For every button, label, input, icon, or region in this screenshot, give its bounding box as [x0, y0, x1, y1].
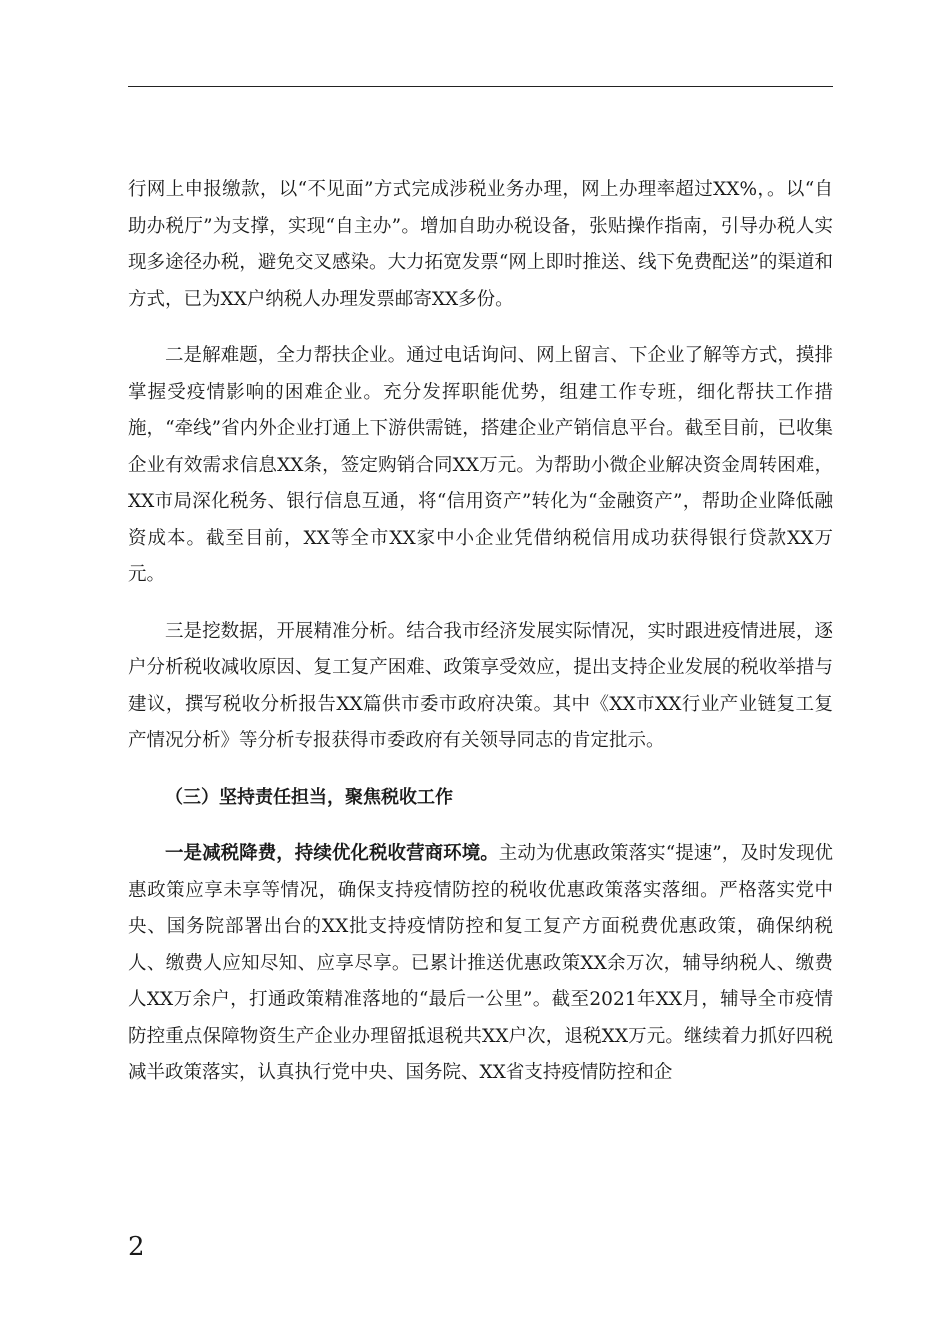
- paragraph-online-filing: 行网上申报缴款，以“不见面”方式完成涉税业务办理，网上办理率超过XX%，。以“自助办税厅”为支撑，实现“自主办”。增加自助办税设备，张贴操作指南，引导办税人实现多途径办税，避免交叉感染。大力拓宽发票“网上即时推送、线下免费配送”的渠道和方式，已为XX户纳税人办理发票邮寄XX多份。: [128, 179, 833, 310]
- paragraph-tax-cuts-text: 主动为优惠政策落实“提速”，及时发现优惠政策应享未享等情况，确保支持疫情防控的税收优惠政策落实落细。严格落实党中央、国务院部署出台的XX批支持疫情防控和复工复产方面税费优惠政策，确保纳税人、缴费人应知尽知、应享尽享。已累计推送优惠政策XX余万次，辅导纳税人、缴费人XX万余户，打通政策精准落地的“最后一公里”。截至2021年XX月，辅导全市疫情防控重点保障物资生产企业办理留抵退税共XX户次，退税XX万元。继续着力抓好四税减半政策落实，认真执行党中央、国务院、XX省支持疫情防控和企: [128, 843, 833, 1083]
- page-number: 2: [128, 1232, 145, 1262]
- paragraph-data-analysis: 三是挖数据，开展精准分析。结合我市经济发展实际情况，实时跟进疫情进展，逐户分析税收减收原因、复工复产困难、政策享受效应，提出支持企业发展的税收举措与建议，撰写税收分析报告XX篇供市委市政府决策。其中《XX市XX行业产业链复工复产情况分析》等分析专报获得市委政府有关领导同志的肯定批示。: [128, 620, 833, 751]
- header-rule: [128, 86, 833, 87]
- section-heading: （三）坚持责任担当，聚焦税收工作: [165, 786, 453, 808]
- paragraph-lead-bold: 一是减税降费，持续优化税收营商环境。: [165, 843, 499, 864]
- paragraph-help-enterprises: 二是解难题，全力帮扶企业。通过电话询问、网上留言、下企业了解等方式，摸排掌握受疫情影响的困难企业。充分发挥职能优势，组建工作专班，细化帮扶工作措施，“牵线”省内外企业打通上下游供需链，搭建企业产销信息平台。截至目前，已收集企业有效需求信息XX条，签定购销合同XX万元。为帮助小微企业解决资金周转困难，XX市局深化税务、银行信息互通，将“信用资产”转化为“金融资产”，帮助企业降低融资成本。截至目前，XX等全市XX家中小企业凭借纳税信用成功获得银行贷款XX万元。: [128, 345, 833, 585]
- paragraph-tax-cuts: [128, 836, 833, 1092]
- document-body: [128, 172, 833, 1092]
